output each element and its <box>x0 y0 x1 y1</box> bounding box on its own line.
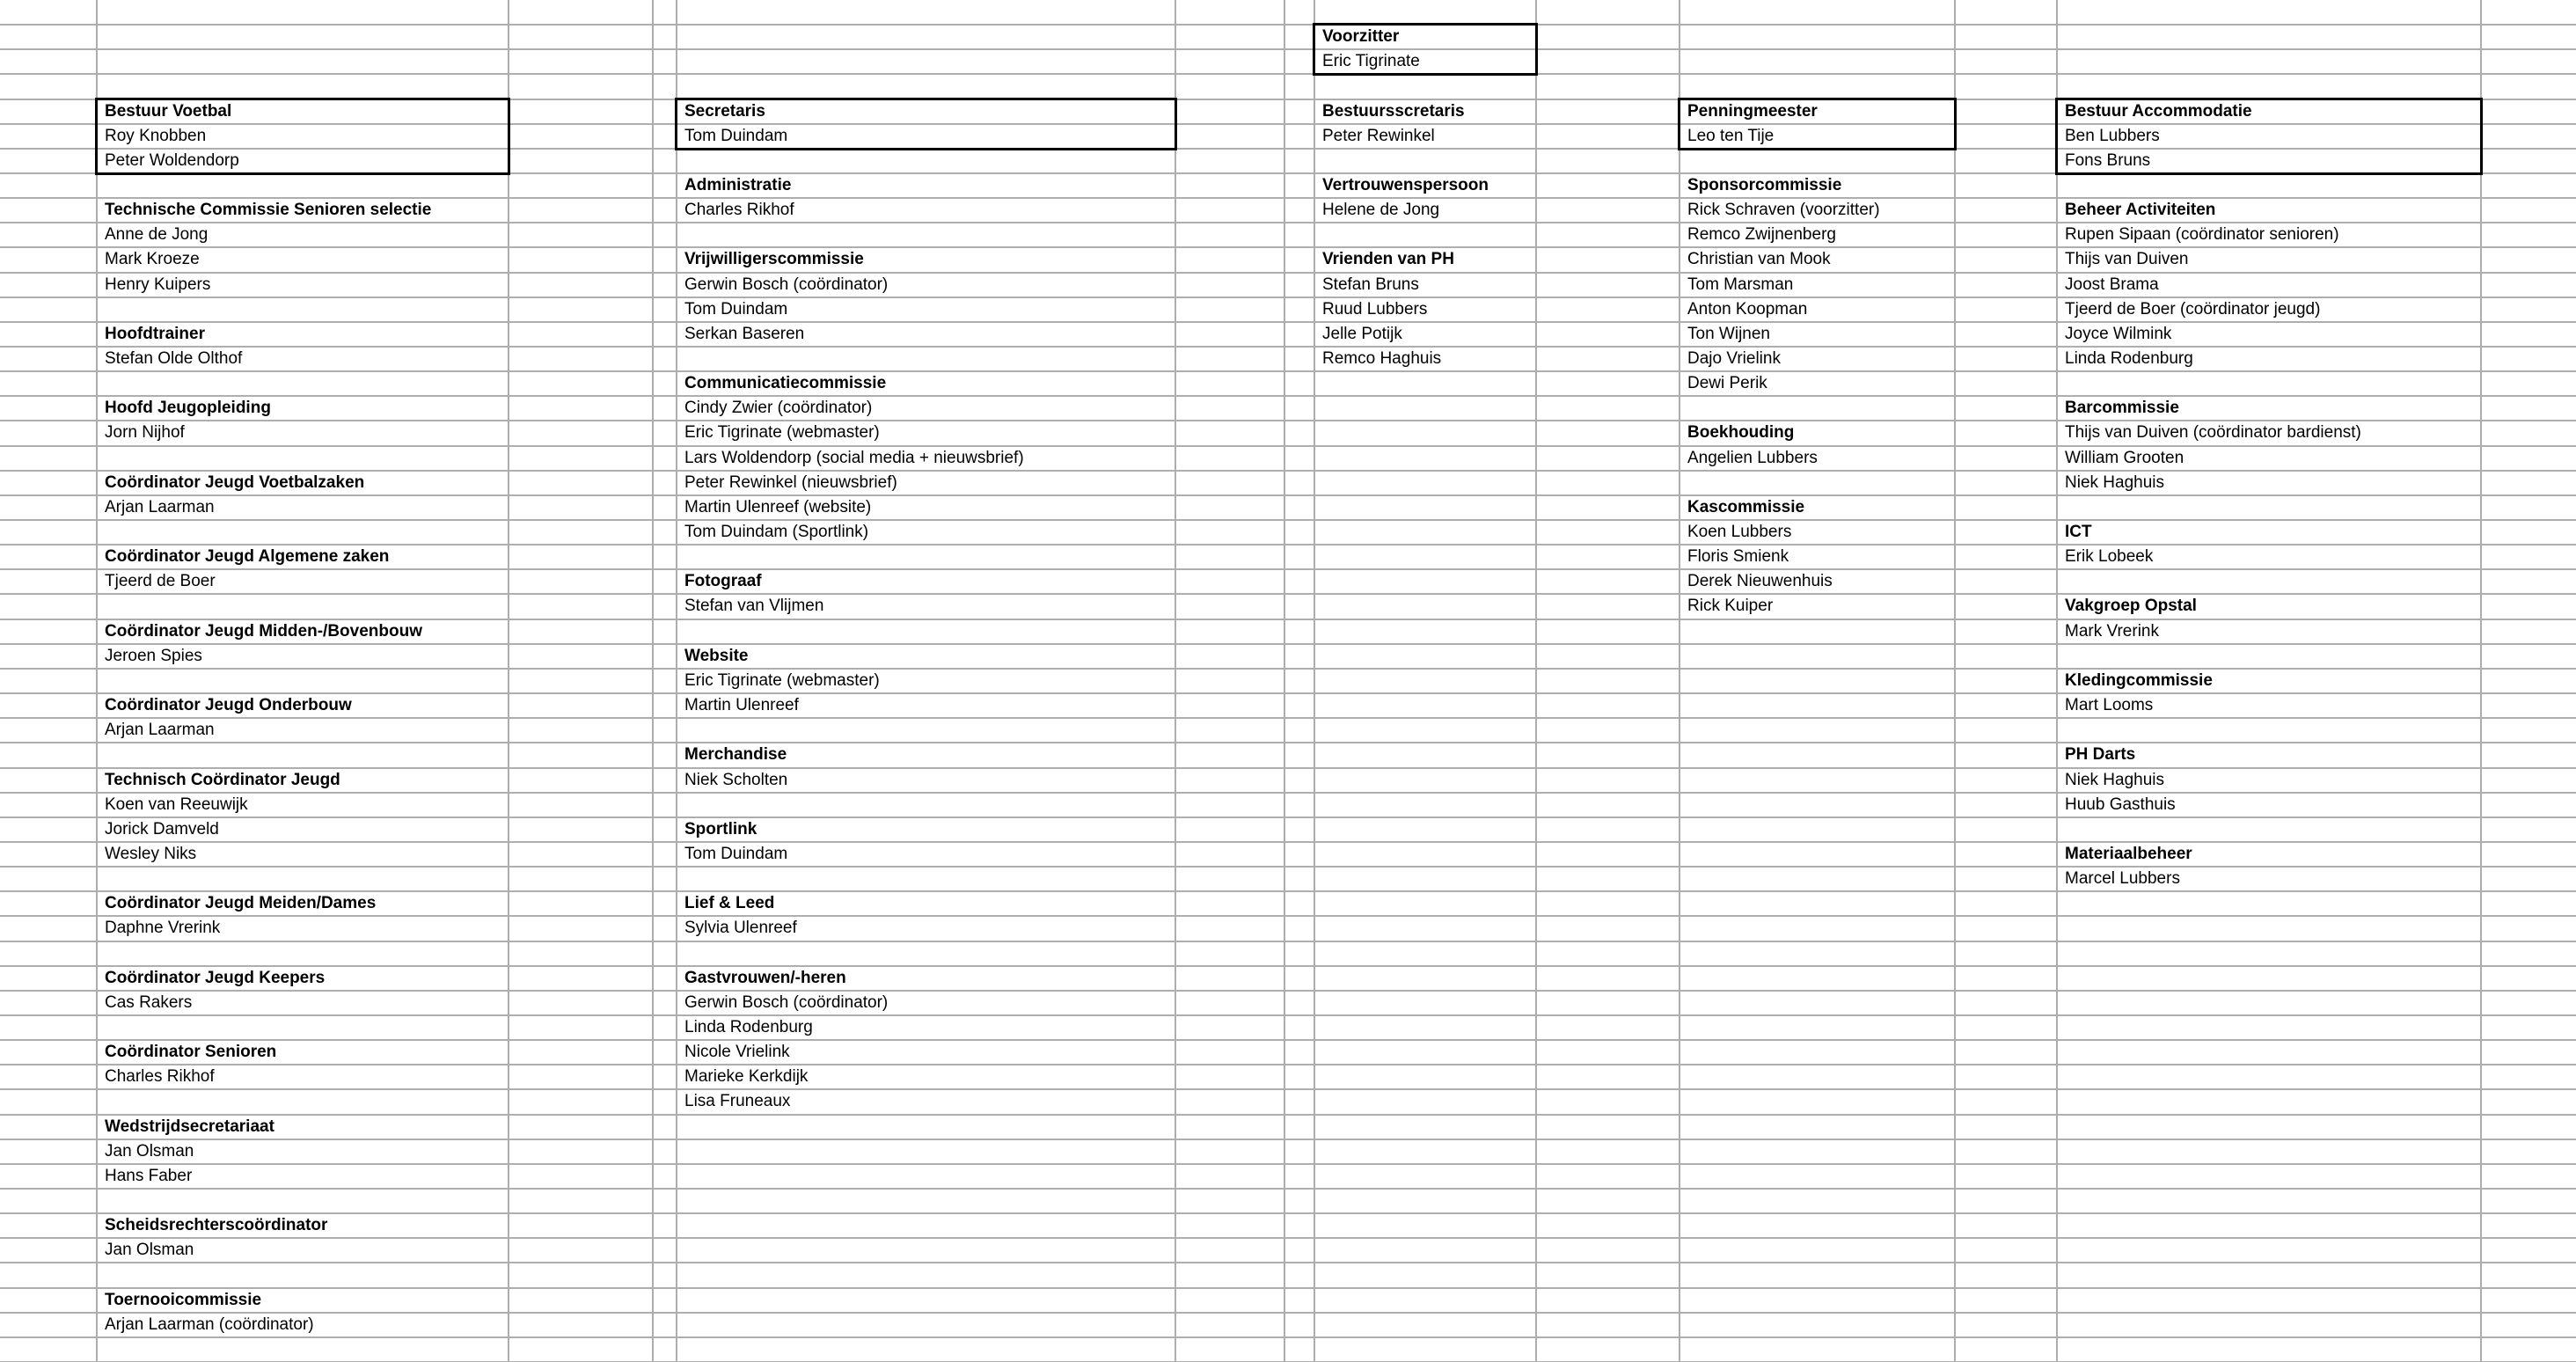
cell[interactable]: Joyce Wilmink <box>2065 325 2172 343</box>
cell[interactable]: Thijs van Duiven <box>2065 250 2189 268</box>
header-cell[interactable]: Technisch Coördinator Jeugd <box>105 771 340 789</box>
header-cell[interactable]: Coördinator Jeugd Meiden/Dames <box>105 894 377 912</box>
header-cell[interactable]: Coördinator Jeugd Onderbouw <box>105 696 352 714</box>
header-cell[interactable]: Vakgroep Opstal <box>2065 597 2197 615</box>
cell[interactable]: Peter Rewinkel <box>1322 127 1435 145</box>
gridline-vertical <box>1284 0 1285 1362</box>
cell[interactable]: Dewi Perik <box>1687 374 1767 392</box>
header-cell[interactable]: Gastvrouwen/-heren <box>684 969 846 987</box>
header-cell[interactable]: Coördinator Jeugd Algemene zaken <box>105 547 390 566</box>
header-cell[interactable]: Hoofdtrainer <box>105 325 205 343</box>
header-cell[interactable]: Website <box>684 647 749 665</box>
cell[interactable]: Tom Duindam <box>684 300 788 319</box>
gridline-horizontal <box>0 941 2576 942</box>
cell[interactable]: Jorn Nijhof <box>105 423 185 442</box>
cell[interactable]: Charles Rikhof <box>105 1067 215 1086</box>
cell[interactable]: Cas Rakers <box>105 993 193 1012</box>
cell[interactable]: Mart Looms <box>2065 696 2154 714</box>
cell[interactable]: Peter Woldendorp <box>105 151 239 170</box>
cell[interactable]: Koen van Reeuwijk <box>105 795 248 814</box>
cell[interactable]: Jan Olsman <box>105 1142 194 1161</box>
cell[interactable]: Arjan Laarman <box>105 498 215 516</box>
cell[interactable]: Mark Vrerink <box>2065 622 2159 641</box>
cell[interactable]: Sylvia Ulenreef <box>684 919 797 937</box>
cell[interactable]: Henry Kuipers <box>105 275 211 294</box>
cell[interactable]: Tjeerd de Boer <box>105 572 216 590</box>
cell[interactable]: Floris Smienk <box>1687 547 1789 566</box>
header-cell[interactable]: Vrienden van PH <box>1322 250 1454 268</box>
header-cell[interactable]: Sponsorcommissie <box>1687 176 1842 194</box>
cell[interactable]: Anton Koopman <box>1687 300 1808 319</box>
cell[interactable]: Remco Zwijnenberg <box>1687 225 1836 244</box>
header-cell[interactable]: Lief & Leed <box>684 894 775 912</box>
header-cell[interactable]: Coördinator Jeugd Keepers <box>105 969 326 987</box>
cell[interactable]: Roy Knobben <box>105 127 207 145</box>
cell[interactable]: William Grooten <box>2065 449 2184 467</box>
header-cell[interactable]: Coördinator Jeugd Midden-/Bovenbouw <box>105 622 422 641</box>
cell[interactable]: Eric Tigrinate <box>1322 52 1420 70</box>
header-cell[interactable]: Coördinator Jeugd Voetbalzaken <box>105 473 365 492</box>
cell[interactable]: Erik Lobeek <box>2065 547 2154 566</box>
cell[interactable]: Rick Kuiper <box>1687 597 1774 615</box>
cell[interactable]: Ben Lubbers <box>2065 127 2160 145</box>
gridline-horizontal <box>0 48 2576 50</box>
cell[interactable]: Arjan Laarman <box>105 721 215 739</box>
header-cell[interactable]: PH Darts <box>2065 745 2136 764</box>
cell[interactable]: Marieke Kerkdijk <box>684 1067 809 1086</box>
header-cell[interactable]: Merchandise <box>684 745 787 764</box>
header-cell[interactable]: Coördinator Senioren <box>105 1043 277 1061</box>
header-cell[interactable]: Wedstrijdsecretariaat <box>105 1117 274 1136</box>
cell[interactable]: Jan Olsman <box>105 1241 194 1259</box>
cell[interactable]: Jorick Damveld <box>105 820 219 838</box>
cell[interactable]: Stefan Bruns <box>1322 275 1419 294</box>
cell[interactable]: Dajo Vrielink <box>1687 349 1781 368</box>
header-cell[interactable]: Technische Commissie Senioren selectie <box>105 201 432 219</box>
cell[interactable]: Martin Ulenreef <box>684 696 799 714</box>
cell[interactable]: Ruud Lubbers <box>1322 300 1428 319</box>
header-cell[interactable]: Boekhouding <box>1687 423 1795 442</box>
cell[interactable]: Huub Gasthuis <box>2065 795 2176 814</box>
gridline-horizontal <box>0 73 2576 75</box>
header-cell[interactable]: Scheidsrechterscoördinator <box>105 1216 328 1234</box>
header-cell[interactable]: Bestuur Accommodatie <box>2065 102 2252 121</box>
header-cell[interactable]: Administratie <box>684 176 792 194</box>
cell[interactable]: Fons Bruns <box>2065 151 2151 170</box>
header-cell[interactable]: Beheer Activiteiten <box>2065 201 2216 219</box>
header-cell[interactable]: Bestuur Voetbal <box>105 102 232 121</box>
cell[interactable]: Stefan van Vlijmen <box>684 597 824 615</box>
cell[interactable]: Eric Tigrinate (webmaster) <box>684 671 880 690</box>
cell[interactable]: Cindy Zwier (coördinator) <box>684 399 873 417</box>
cell[interactable]: Rupen Sipaan (coördinator senioren) <box>2065 225 2339 244</box>
cell[interactable]: Gerwin Bosch (coördinator) <box>684 993 889 1012</box>
cell[interactable]: Jeroen Spies <box>105 647 202 665</box>
cell[interactable]: Niek Scholten <box>684 771 788 789</box>
header-cell[interactable]: Sportlink <box>684 820 757 838</box>
cell[interactable]: Jelle Potijk <box>1322 325 1402 343</box>
cell[interactable]: Serkan Baseren <box>684 325 805 343</box>
cell[interactable]: Remco Haghuis <box>1322 349 1442 368</box>
cell[interactable]: Leo ten Tije <box>1687 127 1775 145</box>
cell[interactable]: Derek Nieuwenhuis <box>1687 572 1833 590</box>
cell[interactable]: Marcel Lubbers <box>2065 869 2180 888</box>
header-cell[interactable]: Kledingcommissie <box>2065 671 2213 690</box>
cell[interactable]: Joost Brama <box>2065 275 2159 294</box>
cell[interactable]: Charles Rikhof <box>684 201 794 219</box>
cell[interactable]: Tom Duindam <box>684 845 788 863</box>
header-cell[interactable]: Penningmeester <box>1687 102 1818 121</box>
header-cell[interactable]: Barcommissie <box>2065 399 2179 417</box>
cell[interactable]: Thijs van Duiven (coördinator bardienst) <box>2065 423 2361 442</box>
cell[interactable]: Tom Marsman <box>1687 275 1794 294</box>
cell[interactable]: Nicole Vrielink <box>684 1043 790 1061</box>
gridline-vertical <box>652 0 654 1362</box>
cell[interactable]: Peter Rewinkel (nieuwsbrief) <box>684 473 897 492</box>
cell[interactable]: Arjan Laarman (coördinator) <box>105 1315 314 1334</box>
cell[interactable]: Christian van Mook <box>1687 250 1831 268</box>
cell[interactable]: Koen Lubbers <box>1687 523 1792 541</box>
header-cell[interactable]: Fotograaf <box>684 572 762 590</box>
cell[interactable]: Ton Wijnen <box>1687 325 1770 343</box>
cell[interactable]: Mark Kroeze <box>105 250 200 268</box>
header-cell[interactable]: Voorzitter <box>1322 27 1400 46</box>
header-cell[interactable]: Materiaalbeheer <box>2065 845 2192 863</box>
cell[interactable]: Tom Duindam <box>684 127 788 145</box>
header-cell[interactable]: ICT <box>2065 523 2092 541</box>
cell[interactable]: Tjeerd de Boer (coördinator jeugd) <box>2065 300 2321 319</box>
header-cell[interactable]: Communicatiecommissie <box>684 374 887 392</box>
cell[interactable]: Niek Haghuis <box>2065 473 2164 492</box>
header-cell[interactable]: Bestuursscretaris <box>1322 102 1465 121</box>
header-cell[interactable]: Kascommissie <box>1687 498 1805 516</box>
cell[interactable]: Gerwin Bosch (coördinator) <box>684 275 889 294</box>
cell[interactable]: Wesley Niks <box>105 845 197 863</box>
cell[interactable]: Lars Woldendorp (social media + nieuwsbrief) <box>684 449 1024 467</box>
cell[interactable]: Hans Faber <box>105 1167 193 1185</box>
cell[interactable]: Rick Schraven (voorzitter) <box>1687 201 1880 219</box>
cell[interactable]: Eric Tigrinate (webmaster) <box>684 423 880 442</box>
cell[interactable]: Stefan Olde Olthof <box>105 349 243 368</box>
cell[interactable]: Angelien Lubbers <box>1687 449 1818 467</box>
cell[interactable]: Helene de Jong <box>1322 201 1440 219</box>
header-cell[interactable]: Vertrouwenspersoon <box>1322 176 1489 194</box>
header-cell[interactable]: Secretaris <box>684 102 765 121</box>
cell[interactable]: Daphne Vrerink <box>105 919 221 937</box>
cell[interactable]: Tom Duindam (Sportlink) <box>684 523 869 541</box>
cell[interactable]: Linda Rodenburg <box>2065 349 2193 368</box>
cell[interactable]: Martin Ulenreef (website) <box>684 498 872 516</box>
gridline-horizontal <box>0 24 2576 26</box>
cell[interactable]: Anne de Jong <box>105 225 209 244</box>
cell[interactable]: Lisa Fruneaux <box>684 1092 791 1110</box>
header-cell[interactable]: Hoofd Jeugopleiding <box>105 399 271 417</box>
cell[interactable]: Niek Haghuis <box>2065 771 2164 789</box>
header-cell[interactable]: Toernooicommissie <box>105 1291 262 1309</box>
cell[interactable]: Linda Rodenburg <box>684 1018 813 1036</box>
header-cell[interactable]: Vrijwilligerscommissie <box>684 250 864 268</box>
